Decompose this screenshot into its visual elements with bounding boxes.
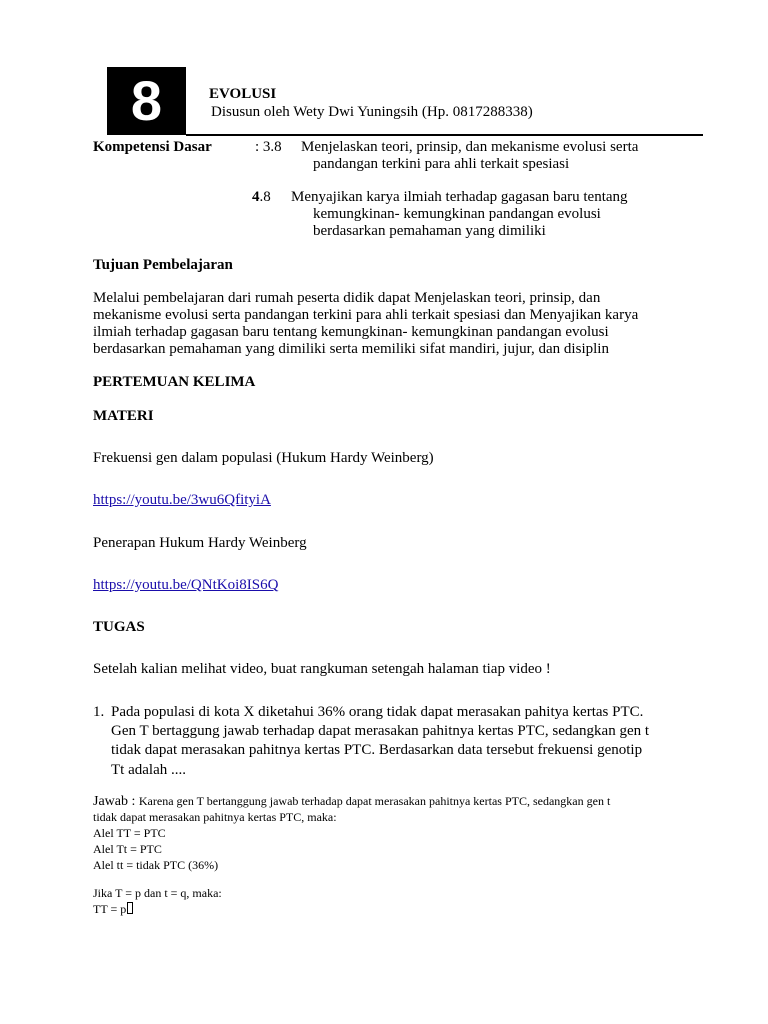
author-line: Disusun oleh Wety Dwi Yuningsih (Hp. 0817288338)	[211, 104, 533, 120]
kompetensi-label: Kompetensi Dasar	[93, 139, 212, 155]
kd-4-8-line-3: berdasarkan pemahaman yang dimiliki	[313, 223, 546, 239]
kd-number-3-8: : 3.8	[255, 139, 282, 155]
tugas-heading: TUGAS	[93, 619, 145, 635]
jawab-line-2: tidak dapat merasakan pahitnya kertas PTC, maka:	[93, 810, 337, 824]
kd-number-4-8: 4.8	[252, 189, 271, 205]
alel-tt-het-ptc: Alel Tt = PTC	[93, 842, 162, 856]
question-line-4: Tt adalah ....	[111, 762, 186, 778]
question-number: 1.	[93, 704, 105, 720]
question-line-2: Gen T bertaggung jawab terhadap dapat merasakan pahitnya kertas PTC, sedangkan gen t	[111, 723, 650, 739]
jawab-label: Jawab	[93, 794, 128, 809]
question-line-1: Pada populasi di kota X diketahui 36% orang tidak dapat merasakan pahitya kertas PTC.	[111, 704, 644, 720]
chapter-number-badge: 8	[107, 67, 186, 135]
kd-4-8-line-1: Menyajikan karya ilmiah terhadap gagasan baru tentang	[291, 189, 628, 205]
alel-tt-recessive: Alel tt = tidak PTC (36%)	[93, 858, 219, 872]
jawab-line-1: Jawab : Karena gen T bertanggung jawab terhadap dapat merasakan pahitnya kertas PTC, sedangkan gen t	[93, 794, 611, 809]
materi-topic-1: Frekuensi gen dalam populasi (Hukum Hardy Weinberg)	[93, 450, 434, 466]
header-rule	[186, 134, 703, 136]
video-link-2[interactable]: https://youtu.be/QNtKoi8IS6Q	[93, 577, 279, 593]
tujuan-line-4: berdasarkan pemahaman yang dimiliki serta memiliki sifat mandiri, jujur, dan disiplin	[93, 341, 609, 357]
chapter-title: EVOLUSI	[209, 86, 277, 102]
kd-3-8-line-2: pandangan terkini para ahli terkait spesiasi	[313, 156, 570, 172]
tt-line: TT = p	[93, 902, 133, 917]
missing-glyph-box	[127, 902, 133, 914]
tujuan-heading: Tujuan Pembelajaran	[93, 257, 233, 273]
materi-heading: MATERI	[93, 408, 154, 424]
alel-tt-ptc: Alel TT = PTC	[93, 826, 166, 840]
tujuan-line-1: Melalui pembelajaran dari rumah peserta didik dapat Menjelaskan teori, prinsip, dan	[93, 290, 601, 306]
materi-topic-2: Penerapan Hukum Hardy Weinberg	[93, 535, 307, 551]
kd-3-8-line-1: Menjelaskan teori, prinsip, dan mekanisme evolusi serta	[301, 139, 639, 155]
jika-line: Jika T = p dan t = q, maka:	[93, 886, 222, 900]
kd-4-8-line-2: kemungkinan- kemungkinan pandangan evolusi	[313, 206, 601, 222]
tujuan-line-2: mekanisme evolusi serta pandangan terkini para ahli terkait spesiasi dan Menyajikan karya	[93, 307, 639, 323]
video-link-1[interactable]: https://youtu.be/3wu6QfityiA	[93, 492, 271, 508]
pertemuan-heading: PERTEMUAN KELIMA	[93, 374, 256, 390]
tugas-instruction: Setelah kalian melihat video, buat rangkuman setengah halaman tiap video !	[93, 661, 551, 677]
question-line-3: tidak dapat merasakan pahitnya kertas PTC. Berdasarkan data tersebut frekuensi genotip	[111, 742, 643, 758]
tujuan-line-3: ilmiah terhadap gagasan baru tentang kemungkinan- kemungkinan pandangan evolusi	[93, 324, 609, 340]
